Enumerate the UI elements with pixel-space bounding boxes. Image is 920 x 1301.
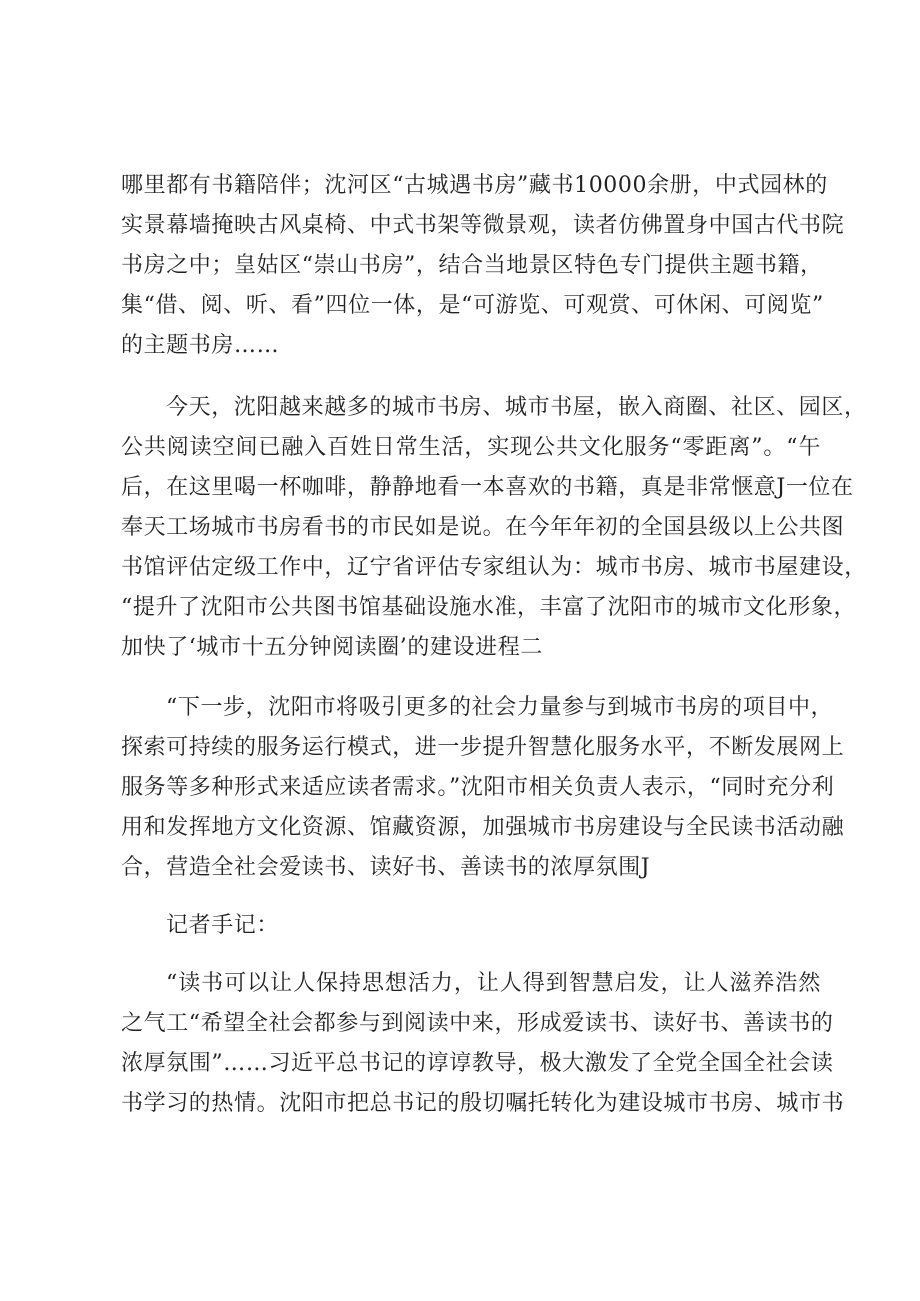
- text-line: 服务等多种形式来适应读者需求。”沈阳市相关负责人表示，“同时充分利: [121, 775, 835, 800]
- text-line: 集“借、阅、听、看”四位一体，是“可游览、可观赏、可休闲、可阅览”: [121, 293, 824, 318]
- text-line: 哪里都有书籍陪伴；沈河区“古城遇书房”藏书10000余册，中式园林的: [121, 173, 828, 198]
- text-line: 合，营造全社会爱读书、读好书、善读书的浓厚氛围J: [121, 855, 651, 880]
- text-line: 实景幕墙掩映古风桌椅、中式书架等微景观，读者仿佛置身中国古代书院: [121, 213, 845, 238]
- text-line: “提升了沈阳市公共图书馆基础设施水准，丰富了沈阳市的城市文化形象，: [121, 595, 857, 620]
- text-line: 加快了‘城市十五分钟阅读圈’的建设进程二: [121, 635, 543, 660]
- text-line: “读书可以让人保持思想活力，让人得到智慧启发，让人滋养浩然: [166, 971, 821, 996]
- text-line: 用和发挥地方文化资源、馆藏资源，加强城市书房建设与全民读书活动融: [121, 815, 845, 840]
- text-line: 书房之中；皇姑区“崇山书房”，结合当地景区特色专门提供主题书籍，: [121, 253, 823, 278]
- text-line: 浓厚氛围”……习近平总书记的谆谆教导，极大激发了全党全国全社会读: [121, 1051, 834, 1076]
- text-line: 公共阅读空间已融入百姓日常生活，实现公共文化服务“零距离”。“午: [121, 435, 821, 460]
- section-heading: 记者手记：: [166, 913, 280, 938]
- text-line: 的主题书房……: [121, 333, 280, 358]
- text-line: 书学习的热情。沈阳市把总书记的殷切嘱托转化为建设城市书房、城市书: [121, 1091, 845, 1116]
- text-line: 书馆评估定级工作中，辽宁省评估专家组认为：城市书房、城市书屋建设，: [121, 555, 867, 580]
- text-line: “下一步，沈阳市将吸引更多的社会力量参与到城市书房的项目中，: [166, 695, 834, 720]
- text-line: 探索可持续的服务运行模式，进一步提升智慧化服务水平，不断发展网上: [121, 735, 845, 760]
- text-line: 奉天工场城市书房看书的市民如是说。在今年年初的全国县级以上公共图: [121, 515, 845, 540]
- text-line: 今天，沈阳越来越多的城市书房、城市书屋，嵌入商圈、社区、园区，: [166, 395, 867, 420]
- text-line: 之气工“希望全社会都参与到阅读中来，形成爱读书、读好书、善读书的: [121, 1011, 834, 1036]
- text-line: 后，在这里喝一杯咖啡，静静地看一本喜欢的书籍，真是非常惬意J一位在: [121, 475, 854, 500]
